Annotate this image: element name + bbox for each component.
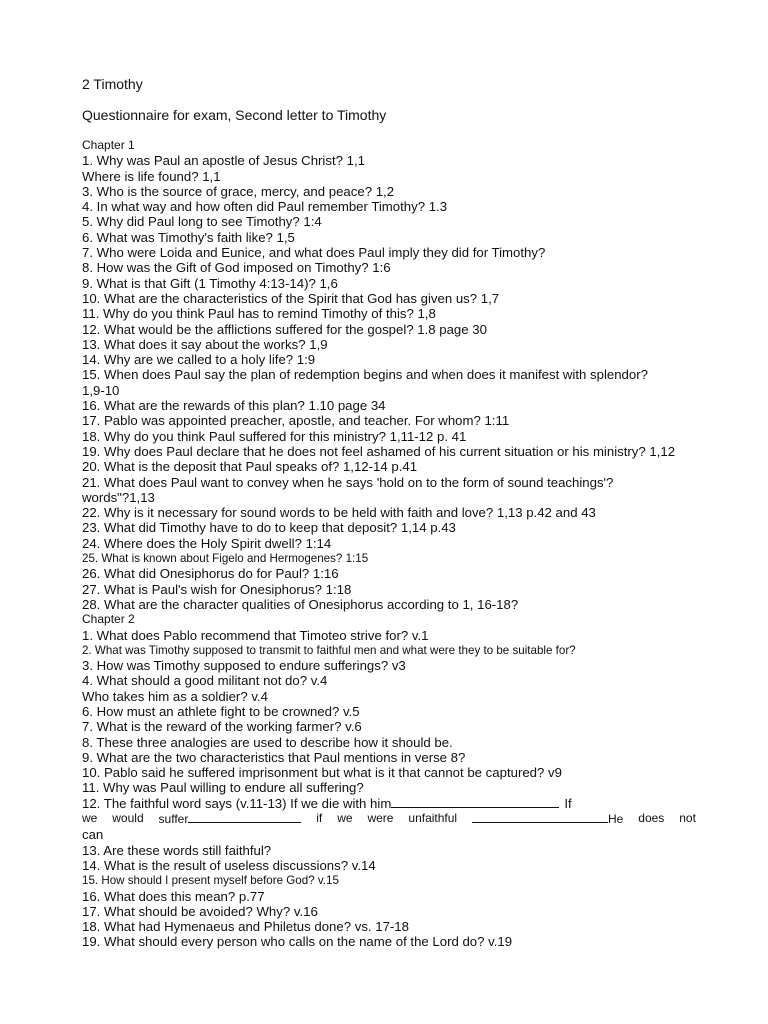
document-page <box>82 76 696 950</box>
question-line: 14. Why are we called to a holy life? 1:9 <box>82 352 316 368</box>
question-line: 22. Why is it necessary for sound words to be held with faith and love? 1,13 p.42 and 43 <box>82 505 596 521</box>
question-line: 15. When does Paul say the plan of redemption begins and when does it manifest with splendor? <box>82 367 648 383</box>
document-title: 2 Timothy <box>82 76 143 92</box>
question-line: 14. What is the result of useless discussions? v.14 <box>82 857 376 873</box>
question-12-text: 12. The faithful word says (v.11-13) If we die with him <box>82 795 392 811</box>
question-line: 7. What is the reward of the working farmer? v.6 <box>82 719 362 735</box>
question-line: 5. Why did Paul long to see Timothy? 1:4 <box>82 214 322 230</box>
question-line: 2. What was Timothy supposed to transmit to faithful men and what were they to be suitable for? <box>82 643 576 657</box>
question-12-word <box>159 811 302 827</box>
chapter-2-heading: Chapter 2 <box>82 612 135 627</box>
question-line: 16. What are the rewards of this plan? 1.10 page 34 <box>82 398 386 414</box>
question-12-word: does <box>638 811 665 826</box>
question-12-word: would <box>112 811 144 826</box>
question-12-word: we <box>82 811 98 826</box>
question-12-text: If <box>564 795 572 811</box>
question-line: 21. What does Paul want to convey when he says 'hold on to the form of sound teachings'? <box>82 474 614 490</box>
question-line: 18. What had Hymenaeus and Philetus done? vs. 17-18 <box>82 919 409 935</box>
question-line: 10. What are the characteristics of the Spirit that God has given us? 1,7 <box>82 290 500 306</box>
question-12-line <box>82 796 696 811</box>
question-line: 13. Are these words still faithful? <box>82 842 272 858</box>
question-line: 11. Why do you think Paul has to remind Timothy of this? 1,8 <box>82 306 436 322</box>
question-line: 25. What is known about Figelo and Hermogenes? 1:15 <box>82 552 369 566</box>
question-line: 6. What was Timothy's faith like? 1,5 <box>82 229 295 245</box>
answer-blank <box>472 811 608 823</box>
question-line: 27. What is Paul's wish for Onesiphorus? 1:18 <box>82 581 352 597</box>
question-line: 19. Why does Paul declare that he does not feel ashamed of his current situation or his ministry? 1,12 <box>82 443 676 459</box>
question-line: 8. How was the Gift of God imposed on Timothy? 1:6 <box>82 260 391 276</box>
question-line: 6. How must an athlete fight to be crowned? v.5 <box>82 703 360 719</box>
question-12-tail: can <box>82 827 104 843</box>
question-line: 15. How should I present myself before God? v.15 <box>82 874 339 888</box>
question-12-word: if <box>316 811 323 826</box>
question-12-word: we <box>337 811 353 826</box>
chapter-1-heading: Chapter 1 <box>82 138 135 152</box>
question-line: 12. What would be the afflictions suffered for the gospel? 1.8 page 30 <box>82 321 487 337</box>
question-line: Where is life found? 1,1 <box>82 168 221 184</box>
question-line: 1. Why was Paul an apostle of Jesus Christ? 1,1 <box>82 153 365 169</box>
question-12-word: He <box>608 812 624 827</box>
question-line: 1,9-10 <box>82 382 120 398</box>
question-line: 23. What did Timothy have to do to keep that deposit? 1,14 p.43 <box>82 520 456 536</box>
question-line: Who takes him as a soldier? v.4 <box>82 688 268 704</box>
question-line: 1. What does Pablo recommend that Timoteo strive for? v.1 <box>82 627 429 643</box>
question-12-word: unfaithful <box>408 811 458 826</box>
question-12-word: were <box>367 811 394 826</box>
answer-blank <box>391 796 559 808</box>
question-line: 17. Pablo was appointed preacher, apostle, and teacher. For whom? 1:11 <box>82 413 510 429</box>
answer-blank <box>188 811 301 823</box>
document-subtitle: Questionnaire for exam, Second letter to Timothy <box>82 107 387 123</box>
question-line: 8. These three analogies are used to describe how it should be. <box>82 734 453 750</box>
question-line: 10. Pablo said he suffered imprisonment but what is it that cannot be captured? v9 <box>82 765 562 781</box>
question-line: words"?1,13 <box>82 489 155 505</box>
question-line: 19. What should every person who calls on the name of the Lord do? v.19 <box>82 934 513 950</box>
question-line: 18. Why do you think Paul suffered for this ministry? 1,11-12 p. 41 <box>82 428 467 444</box>
question-line: 3. Who is the source of grace, mercy, and peace? 1,2 <box>82 183 395 199</box>
question-line: 20. What is the deposit that Paul speaks of? 1,12-14 p.41 <box>82 459 418 475</box>
question-line: 4. What should a good militant not do? v.4 <box>82 673 328 689</box>
chapter-2-section <box>82 612 696 950</box>
question-line: 24. Where does the Holy Spirit dwell? 1:14 <box>82 535 332 551</box>
question-line: 9. What is that Gift (1 Timothy 4:13-14)? 1,6 <box>82 275 338 291</box>
question-line: 28. What are the character qualities of Onesiphorus according to 1, 16-18? <box>82 596 519 612</box>
question-line: 11. Why was Paul willing to endure all suffering? <box>82 780 364 796</box>
question-line: 3. How was Timothy supposed to endure sufferings? v3 <box>82 658 406 674</box>
question-12-word: not <box>679 811 696 826</box>
question-12-word <box>472 811 623 827</box>
question-line: 9. What are the two characteristics that Paul mentions in verse 8? <box>82 749 466 765</box>
question-line: 4. In what way and how often did Paul remember Timothy? 1.3 <box>82 199 448 215</box>
question-line: 16. What does this mean? p.77 <box>82 888 265 904</box>
question-12-blanks-line <box>82 811 696 827</box>
question-line: 17. What should be avoided? Why? v.16 <box>82 903 318 919</box>
question-line: 13. What does it say about the works? 1,9 <box>82 336 328 352</box>
question-line: 7. Who were Loida and Eunice, and what does Paul imply they did for Timothy? <box>82 245 546 261</box>
question-line: 26. What did Onesiphorus do for Paul? 1:16 <box>82 566 339 582</box>
question-12-word: suffer <box>158 812 189 827</box>
chapter-1-section <box>82 138 696 612</box>
